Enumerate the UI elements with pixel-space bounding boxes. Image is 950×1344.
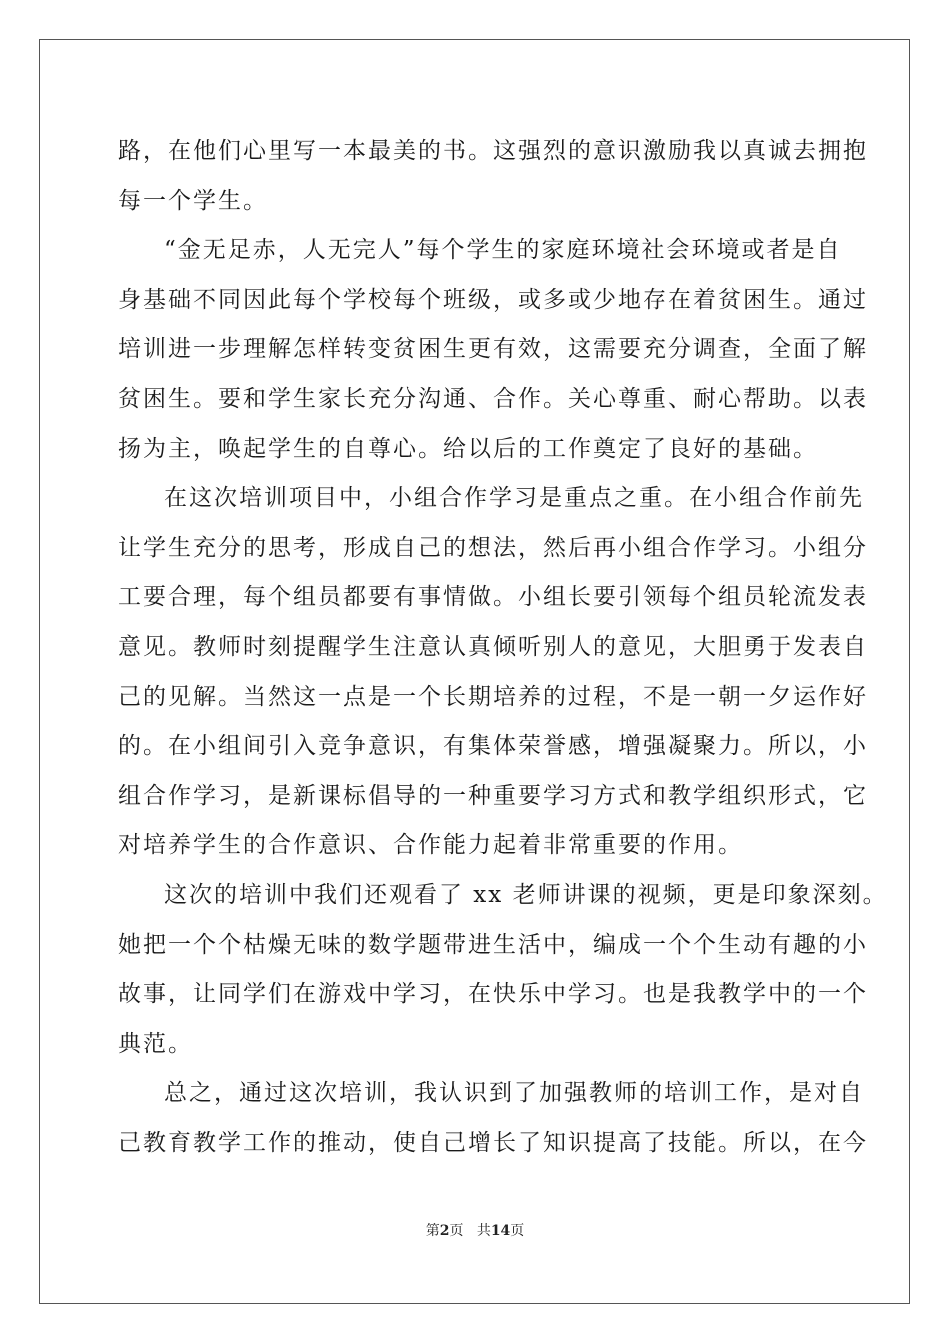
page-label-suffix: 页 xyxy=(449,1223,464,1239)
text-line: 的。在小组间引入竞争意识，有集体荣誉感，增强凝聚力。所以，小 xyxy=(118,733,868,760)
current-page-number: 2 xyxy=(439,1223,450,1239)
page-label-prefix: 第 xyxy=(425,1223,440,1239)
text-line: 对培养学生的合作意识、合作能力起着非常重要的作用。 xyxy=(118,832,743,859)
text-line: 让学生充分的思考，形成自己的想法，然后再小组合作学习。小组分 xyxy=(118,534,868,561)
total-label-prefix: 共 xyxy=(476,1223,491,1239)
total-label-suffix: 页 xyxy=(510,1223,525,1239)
text-line: 典范。 xyxy=(118,1030,193,1057)
text-line: 己的见解。当然这一点是一个长期培养的过程，不是一朝一夕运作好 xyxy=(118,683,868,710)
text-line: 意见。教师时刻提醒学生注意认真倾听别人的意见，大胆勇于发表自 xyxy=(118,633,868,660)
text-line: 工要合理，每个组员都要有事情做。小组长要引领每个组员轮流发表 xyxy=(118,584,868,611)
text-line: 己教育教学工作的推动，使自己增长了知识提高了技能。所以，在今 xyxy=(118,1129,868,1156)
text-line: 她把一个个枯燥无味的数学题带进生活中，编成一个个生动有趣的小 xyxy=(118,931,868,958)
text-line: 这次的培训中我们还观看了 xx 老师讲课的视频，更是印象深刻。 xyxy=(164,881,888,908)
text-line: 组合作学习，是新课标倡导的一种重要学习方式和教学组织形式，它 xyxy=(118,782,868,809)
text-line: 身基础不同因此每个学校每个班级，或多或少地存在着贫困生。通过 xyxy=(118,286,868,313)
page-footer xyxy=(0,1220,950,1240)
text-line: 路，在他们心里写一本最美的书。这强烈的意识激励我以真诚去拥抱 xyxy=(118,138,868,164)
text-line: 每一个学生。 xyxy=(118,187,268,214)
text-line: 培训进一步理解怎样转变贫困生更有效，这需要充分调查，全面了解 xyxy=(118,336,868,363)
text-line: 贫困生。要和学生家长充分沟通、合作。关心尊重、耐心帮助。以表 xyxy=(118,385,868,412)
text-line: “金无足赤，人无完人”每个学生的家庭环境社会环境或者是自 xyxy=(164,237,842,264)
text-line: 在这次培训项目中，小组合作学习是重点之重。在小组合作前先 xyxy=(164,485,864,512)
text-line: 总之，通过这次培训，我认识到了加强教师的培训工作，是对自 xyxy=(164,1080,864,1107)
text-line: 扬为主，唤起学生的自尊心。给以后的工作奠定了良好的基础。 xyxy=(118,435,818,462)
total-pages-number: 14 xyxy=(490,1223,511,1239)
document-body xyxy=(118,127,888,1168)
text-line: 故事，让同学们在游戏中学习，在快乐中学习。也是我教学中的一个 xyxy=(118,981,868,1008)
